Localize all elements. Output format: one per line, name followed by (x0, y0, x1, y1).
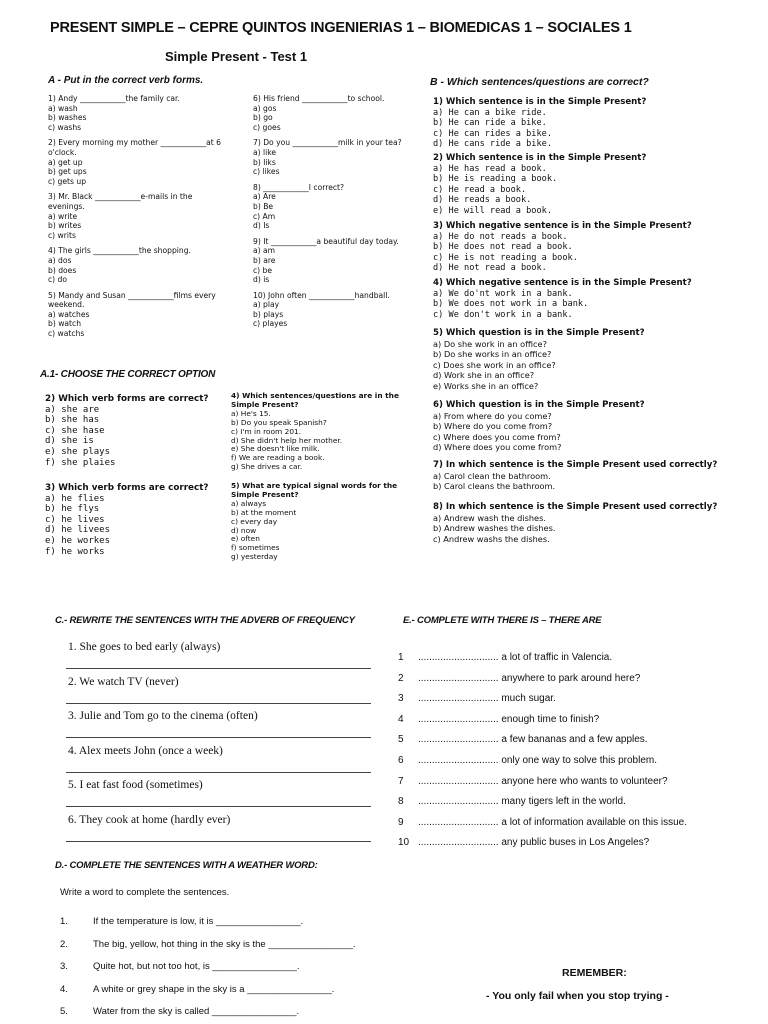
section-b-title: B - Which sentences/questions are correct? (430, 76, 649, 88)
page-header: PRESENT SIMPLE – CEPRE QUINTOS INGENIERIAS 1 – BIOMEDICAS 1 – SOCIALES 1 (50, 20, 632, 36)
answer-line (66, 806, 371, 807)
there-item (398, 755, 657, 766)
item-number: 5. (60, 1006, 68, 1017)
there-item (398, 796, 626, 807)
a1-question-2 (45, 394, 209, 468)
option-text: a) get up (48, 157, 83, 167)
question-text: 4) The girls ____________the shopping. (48, 246, 191, 256)
option-text: a) he flies (45, 493, 105, 504)
weather-item (60, 916, 303, 927)
item-number: 8 (398, 796, 404, 808)
option-text: b) writes (48, 221, 82, 231)
item-text: Quite hot, but not too hot, is ________________. (93, 961, 300, 972)
question-text: 2) Which verb forms are correct? (45, 394, 209, 404)
option-text: e) Works she in an office? (433, 380, 539, 391)
option-text: a) write (48, 211, 78, 221)
option-text: c) likes (253, 167, 280, 177)
option-text: c) He can rides a bike. (433, 128, 552, 139)
option-text: c) Am (253, 211, 276, 221)
verb-question (253, 183, 418, 231)
item-text: ............................. enough time to finish? (418, 713, 600, 725)
option-text: c) gets up (48, 176, 87, 186)
option-text: e) He will read a book. (433, 205, 552, 216)
b-question (433, 221, 692, 274)
option-text: c) do (48, 275, 68, 285)
question-text: 3) Which verb forms are correct? (45, 483, 209, 493)
option-text: d) He reads a book. (433, 195, 532, 206)
option-text: c) he lives (45, 514, 105, 525)
option-text: d) now (231, 525, 257, 535)
option-text: d) He not read a book. (433, 263, 547, 274)
question-text: 6) Which question is in the Simple Present? (433, 400, 645, 410)
answer-line (66, 703, 371, 704)
verb-question (48, 291, 248, 339)
option-text: b) does (48, 265, 77, 275)
b-question (433, 278, 692, 320)
weather-item (60, 961, 300, 972)
there-item (398, 776, 668, 787)
item-text: ............................. much sugar. (418, 693, 556, 705)
option-text: c) Does she work in an office? (433, 359, 556, 370)
section-d-title: D.- COMPLETE THE SENTENCES WITH A WEATHER WORD: (55, 860, 318, 871)
question-text: 6) His friend ____________to school. (253, 94, 385, 103)
option-text: a) Carol clean the bathroom. (433, 470, 551, 481)
verb-question (253, 237, 418, 285)
option-text: d) She didn't help her mother. (231, 435, 343, 445)
option-text: a) Do she work in an office? (433, 338, 547, 349)
item-number: 6 (398, 755, 404, 766)
answer-line (66, 772, 371, 773)
option-text: d) Is (253, 221, 270, 231)
question-text: 3) Which negative sentence is in the Simple Present? (433, 221, 692, 231)
option-text: c) He read a book. (433, 184, 527, 195)
option-text: g) She drives a car. (231, 462, 303, 472)
there-item (398, 714, 599, 725)
b-question (433, 502, 717, 544)
option-text: b) she has (45, 415, 100, 426)
option-text: a) play (253, 300, 280, 310)
question-text: 5) Which question is in the Simple Present? (433, 328, 645, 338)
question-text: 7) Do you ____________milk in your tea? (253, 138, 402, 148)
option-text: b) liks (253, 157, 276, 167)
test-subtitle: Simple Present - Test 1 (165, 49, 308, 64)
verb-question (48, 192, 248, 240)
there-item (398, 652, 612, 663)
option-text: c) Where does you come from? (433, 431, 561, 442)
option-text: c) be (253, 265, 273, 275)
option-text: c) playes (253, 319, 288, 329)
option-text: b) Do she works in an office? (433, 349, 552, 360)
question-text: 5) Mandy and Susan ____________films every (48, 290, 216, 300)
option-text: d) Work she in an office? (433, 370, 535, 381)
option-text: b) go (253, 113, 273, 123)
option-text: b) washes (48, 113, 87, 123)
option-text: d) is (253, 275, 270, 285)
option-text: a) We do'nt work in a bank. (433, 288, 573, 299)
option-text: a) gos (253, 103, 277, 113)
item-text: ............................. many tigers left in the world. (418, 796, 626, 808)
item-number: 4. (60, 983, 68, 995)
option-text: b) He can ride a bike. (433, 118, 547, 129)
question-text: 7) In which sentence is the Simple Present used correctly? (433, 460, 718, 470)
item-number: 3. (60, 961, 68, 972)
option-text: b) Do you speak Spanish? (231, 417, 327, 427)
question-text: 5) What are typical signal words for the (231, 481, 398, 490)
section-e-title: E.- COMPLETE WITH THERE IS – THERE ARE (403, 615, 602, 626)
option-text: b) We does not work in a bank. (433, 299, 589, 310)
item-text: ............................. any public buses in Los Angeles? (418, 837, 650, 849)
item-number: 1. (60, 916, 68, 927)
option-text: b) Carol cleans the bathroom. (433, 481, 556, 492)
option-text: d) she is (45, 436, 94, 447)
option-text: e) she plays (45, 446, 111, 457)
item-text: ............................. anyone here who wants to volunteer? (418, 775, 668, 787)
weather-item (60, 939, 356, 950)
option-text: b) get ups (48, 167, 87, 177)
item-number: 4 (398, 713, 404, 725)
option-text: f) she plaies (45, 457, 116, 468)
option-text: b) He is reading a book. (433, 174, 558, 185)
option-text: f) We are reading a book. (231, 453, 325, 463)
option-text: a) From where do you come? (433, 410, 552, 421)
b-question (433, 460, 717, 492)
verb-question (253, 94, 418, 132)
b-question (433, 328, 645, 392)
option-text: c) I'm in room 201. (231, 426, 302, 436)
a1-question-5 (231, 482, 397, 562)
weather-item (60, 1006, 299, 1017)
item-number: 3 (398, 693, 404, 705)
option-text: b) are (253, 255, 276, 265)
item-number: 7 (398, 775, 404, 787)
option-text: c) Andrew washs the dishes. (433, 533, 550, 544)
weather-item (60, 984, 334, 995)
option-text: b) watch (48, 319, 82, 329)
option-text: d) He cans ride a bike. (433, 139, 552, 150)
question-text: 2) Every morning my mother ____________at 6 (48, 138, 221, 148)
there-item (398, 693, 556, 704)
item-text: ............................. anywhere to park around here? (418, 672, 641, 684)
b-question (433, 153, 646, 217)
section-c-title: C.- REWRITE THE SENTENCES WITH THE ADVERB OF FREQUENCY (55, 615, 355, 626)
there-item (398, 673, 640, 684)
item-text: ............................. a few bananas and a few apples. (418, 734, 648, 746)
there-item (398, 734, 648, 745)
option-text: c) We don't work in a bank. (433, 309, 573, 320)
question-text: 8) ____________I correct? (253, 182, 345, 192)
question-text: 3) Mr. Black ____________e-mails in the (48, 192, 193, 202)
option-text: a) always (231, 498, 267, 508)
option-text: a) am (253, 246, 276, 256)
verb-question (253, 138, 418, 176)
answer-line (66, 841, 371, 842)
option-text: e) he workes (45, 535, 111, 546)
option-text: c) every day (231, 516, 278, 526)
a1-question-4 (231, 392, 399, 472)
option-text: g) yesterday (231, 552, 278, 562)
item-number: 2 (398, 672, 404, 684)
b-question (433, 400, 645, 453)
option-text: d) Where does you come from? (433, 442, 562, 453)
there-item (398, 817, 687, 828)
verb-question (48, 246, 248, 284)
question-text: 8) In which sentence is the Simple Present used correctly? (433, 502, 718, 512)
question-text: 2) Which sentence is in the Simple Present? (433, 153, 647, 163)
option-text: a) watches (48, 309, 90, 319)
option-text: a) she are (45, 404, 100, 415)
question-text: 1) Andy ____________the family car. (48, 94, 180, 103)
item-text: The big, yellow, hot thing in the sky is the ________________. (93, 938, 356, 950)
option-text: a) dos (48, 255, 72, 265)
question-text: 1) Which sentence is in the Simple Present? (433, 97, 647, 107)
option-text: d) he livees (45, 525, 111, 536)
there-item (398, 837, 649, 848)
item-number: 9 (398, 816, 404, 828)
item-text: ............................. a lot of information available on this issue. (418, 816, 688, 828)
item-text: ............................. only one way to solve this problem. (418, 755, 657, 766)
verb-question (48, 94, 248, 132)
rewrite-sentence: 1. She goes to bed early (always) (68, 641, 221, 653)
option-text: b) Andrew washes the dishes. (433, 523, 556, 534)
item-number: 10 (398, 837, 410, 849)
section-a1-title: A.1- CHOOSE THE CORRECT OPTION (40, 369, 216, 380)
option-text: a) He has read a book. (433, 163, 547, 174)
option-text: c) washs (48, 122, 82, 132)
option-text: c) goes (253, 122, 281, 132)
question-text: Simple Present? (231, 489, 299, 499)
remember-title: REMEMBER: (562, 967, 627, 979)
option-text: a) He can a bike ride. (433, 107, 547, 118)
option-text: b) He does not read a book. (433, 242, 573, 253)
rewrite-sentence: 6. They cook at home (hardly ever) (68, 813, 231, 826)
item-text: If the temperature is low, it is ________________. (93, 916, 304, 927)
option-text: weekend. (48, 300, 85, 310)
verb-question (253, 291, 418, 329)
option-text: b) Where do you come from? (433, 421, 553, 432)
option-text: b) Be (253, 201, 274, 211)
option-text: b) he flys (45, 504, 100, 515)
section-d-instruction: Write a word to complete the sentences. (60, 887, 230, 898)
rewrite-sentence: 3. Julie and Tom go to the cinema (often) (68, 710, 258, 722)
question-text: 9) It ____________a beautiful day today. (253, 236, 399, 246)
verb-question (48, 138, 248, 186)
option-text: c) she hase (45, 425, 105, 436)
option-text: f) he works (45, 546, 105, 557)
section-a-col2 (253, 94, 418, 329)
option-text: e) often (231, 534, 260, 544)
option-text: b) at the moment (231, 507, 297, 517)
answer-line (66, 737, 371, 738)
item-text: Water from the sky is called ________________. (93, 1006, 300, 1017)
item-number: 1 (398, 652, 404, 663)
option-text: c) He is not reading a book. (433, 252, 578, 263)
question-text: 10) John often ____________handball. (253, 290, 390, 300)
option-text: f) sometimes (231, 543, 280, 553)
option-text: a) Are (253, 192, 276, 202)
option-text: o'clock. (48, 147, 77, 157)
rewrite-sentence: 4. Alex meets John (once a week) (68, 744, 223, 757)
rewrite-sentence: 5. I eat fast food (sometimes) (68, 779, 203, 791)
option-text: a) wash (48, 103, 78, 113)
option-text: c) writs (48, 230, 76, 240)
item-number: 2. (60, 938, 68, 950)
rewrite-sentence: 2. We watch TV (never) (68, 675, 179, 688)
option-text: e) She doesn't like milk. (231, 444, 320, 454)
option-text: a) like (253, 147, 277, 157)
question-text: 4) Which sentences/questions are in the (231, 391, 399, 400)
remember-quote: - You only fail when you stop trying - (486, 990, 669, 1002)
answer-line (66, 668, 371, 669)
option-text: evenings. (48, 201, 85, 211)
option-text: a) He's 15. (231, 408, 271, 418)
item-text: ............................. a lot of traffic in Valencia. (418, 652, 613, 663)
question-text: 4) Which negative sentence is in the Simple Present? (433, 278, 692, 288)
item-number: 5 (398, 734, 404, 746)
option-text: a) He do not reads a book. (433, 231, 568, 242)
question-text: Simple Present? (231, 399, 299, 409)
section-a-col1 (48, 94, 248, 339)
option-text: a) Andrew wash the dishes. (433, 512, 546, 523)
option-text: c) watchs (48, 329, 85, 339)
option-text: b) plays (253, 309, 284, 319)
section-a-title: A - Put in the correct verb forms. (48, 75, 204, 86)
a1-question-3 (45, 483, 209, 557)
b-question (433, 97, 646, 150)
item-text: A white or grey shape in the sky is a ________________. (93, 983, 335, 995)
